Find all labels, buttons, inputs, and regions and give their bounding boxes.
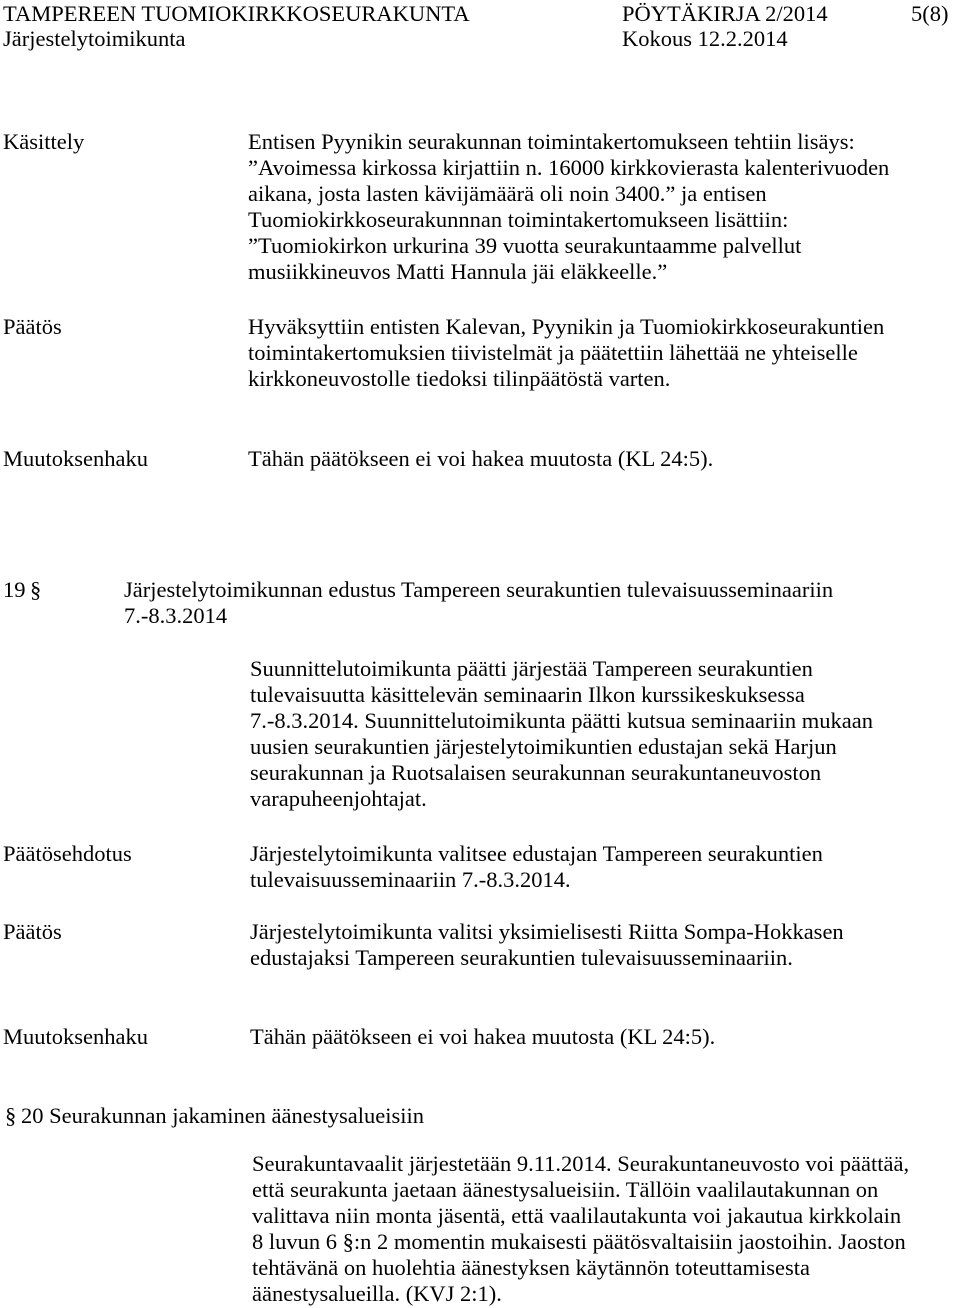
item-body-line: että seurakunta jaetaan äänestysalueisiin. Tällöin vaalilautakunnan on <box>252 1177 879 1202</box>
appeal-label: Muutoksenhaku <box>3 446 148 471</box>
handling-label: Käsittely <box>3 129 85 154</box>
decision-text-line: Hyväksyttiin entisten Kalevan, Pyynikin ja Tuomiokirkkoseurakuntien <box>248 314 885 339</box>
section-sign: § <box>30 577 42 602</box>
decision-text-line: kirkkoneuvostolle tiedoksi tilinpäätöstä varten. <box>248 366 671 391</box>
item-number: 20 <box>21 1103 44 1128</box>
appeal-label: Muutoksenhaku <box>3 1024 148 1049</box>
item-title <box>124 577 833 629</box>
item-body-line: tehtävänä on huolehtia äänestyksen käytännön toteuttamisesta <box>252 1255 810 1280</box>
handling-text-line: ”Tuomiokirkon urkurina 39 vuotta seurakuntaamme palvellut <box>248 233 802 258</box>
handling-text-line: Entisen Pyynikin seurakunnan toimintakertomukseen tehtiin lisäys: <box>248 129 855 154</box>
background-text-line: Suunnittelutoimikunta päätti järjestää Tampereen seurakuntien <box>250 656 813 681</box>
decision-label: Päätös <box>3 919 62 944</box>
background-text <box>250 656 873 812</box>
item-body-text <box>252 1151 909 1307</box>
proposal-text-line: Järjestelytoimikunta valitsee edustajan Tampereen seurakuntien <box>250 841 823 866</box>
handling-text <box>248 129 889 285</box>
decision-text <box>248 314 884 392</box>
handling-text-line: Tuomiokirkkoseurakunnnan toimintakertomukseen lisättiin: <box>248 207 789 232</box>
background-text-line: varapuheenjohtajat. <box>250 786 427 811</box>
handling-text-line: ”Avoimessa kirkossa kirjattiin n. 16000 kirkkovierasta kalenterivuoden <box>248 155 890 180</box>
background-text-line: tulevaisuutta käsittelevän seminaarin Ilkon kurssikeskuksessa <box>250 682 805 707</box>
decision-label: Päätös <box>3 314 62 339</box>
proposal-text-line: tulevaisuusseminaariin 7.-8.3.2014. <box>250 867 571 892</box>
item-number: 19 <box>3 577 26 602</box>
handling-text-line: musiikkineuvos Matti Hannula jäi eläkkeelle.” <box>248 259 668 284</box>
item-title: Seurakunnan jakaminen äänestysalueisiin <box>49 1103 425 1128</box>
proposal-text <box>250 841 823 893</box>
background-text-line: 7.-8.3.2014. Suunnittelutoimikunta päätti kutsua seminaariin mukaan <box>250 708 874 733</box>
item-body-line: Seurakuntavaalit järjestetään 9.11.2014. Seurakuntaneuvosto voi päättää, <box>252 1151 910 1176</box>
handling-text-line: aikana, josta lasten kävijämäärä oli noin 3400.” ja entisen <box>248 181 767 206</box>
section-sign: § <box>5 1103 17 1128</box>
proposal-label: Päätösehdotus <box>3 841 132 866</box>
appeal-text: Tähän päätökseen ei voi hakea muutosta (KL 24:5). <box>248 446 714 471</box>
item-body-line: valittava niin monta jäsentä, että vaalilautakunta voi jakautua kirkkolain <box>252 1203 902 1228</box>
appeal-text: Tähän päätökseen ei voi hakea muutosta (KL 24:5). <box>250 1024 716 1049</box>
document-title: PÖYTÄKIRJA 2/2014 <box>622 1 828 26</box>
item-title-line: 7.-8.3.2014 <box>124 603 228 628</box>
page-number: 5(8) <box>911 1 949 26</box>
committee-name: Järjestelytoimikunta <box>3 26 186 51</box>
meeting-date: Kokous 12.2.2014 <box>622 26 788 51</box>
background-text-line: uusien seurakuntien järjestelytoimikuntien edustajan sekä Harjun <box>250 734 837 759</box>
item-heading <box>21 1103 424 1129</box>
organization-name: TAMPEREEN TUOMIOKIRKKOSEURAKUNTA <box>3 1 470 26</box>
decision-text-line: Järjestelytoimikunta valitsi yksimielisesti Riitta Sompa-Hokkasen <box>250 919 844 944</box>
item-title-line: Järjestelytoimikunnan edustus Tampereen seurakuntien tulevaisuusseminaariin <box>124 577 834 602</box>
decision-text-line: edustajaksi Tampereen seurakuntien tulevaisuusseminaariin. <box>250 945 793 970</box>
item-body-line: äänestysalueilla. (KVJ 2:1). <box>252 1281 502 1306</box>
background-text-line: seurakunnan ja Ruotsalaisen seurakunnan seurakuntaneuvoston <box>250 760 822 785</box>
item-body-line: 8 luvun 6 §:n 2 momentin mukaisesti päätösvaltaisiin jaostoihin. Jaoston <box>252 1229 906 1254</box>
decision-text-line: toimintakertomuksien tiivistelmät ja päätettiin lähettää ne yhteiselle <box>248 340 858 365</box>
decision-text <box>250 919 844 971</box>
